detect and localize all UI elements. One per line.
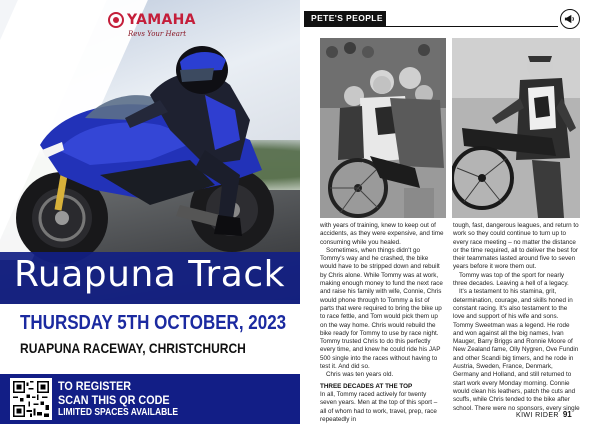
section-divider	[304, 26, 558, 27]
paragraph: Sometimes, when things didn't go Tommy's way and he crashed, the bike would have to be stripped down and rebuilt by Chris alone. While Tommy was at work, making enough money to fund the next race and raise his family with wife, Connie, Chris would phone through to Tommy a list of parts that were required to bring the bike up to race fettle, and Tom would pick them up on the way home. Chris would rebuild the bike ready for Tommy to use by race night. Tommy trusted Chris to do this perfectly every time, and knew he could ride his JAP 500 single into the races without having to test it. And did so.	[320, 246, 443, 371]
qr-code-icon[interactable]	[10, 378, 52, 420]
paragraph: Tommy was top of the sport for nearly three decades. Leaving a hell of a legacy.	[453, 271, 569, 288]
paragraph: with years of training, knew to keep out of accidents, as they were expensive, and time consuming while you healed.	[320, 222, 444, 246]
register-strip	[0, 374, 300, 424]
archival-photo-rider-portrait	[452, 38, 580, 218]
register-line-3: LIMITED SPACES AVAILABLE	[58, 407, 179, 418]
article-column-2	[453, 222, 580, 413]
brand-name: YAMAHA	[127, 12, 196, 28]
event-date: THURSDAY 5TH OCTOBER, 2023	[20, 312, 287, 334]
paragraph: In all, Tommy raced actively for twenty seven years. Men at the top of this sport – all of whom had to work, travel, prep, race repeatedly in	[320, 390, 438, 423]
paragraph: It's a testament to his stamina, grit, determination, courage, and skills honed in constant racing. It's also testament to the love and support of his wife and sons. Tommy Sweetman was a legend. He rode and won against all the big names, Ivan Mauger, Barry Briggs and Ronnie Moore of New Zealand fame, Olly Nygren, Ove Fundin and other Scandi big timers, and he rode in Austria, Sweden, France, Denmark, Germany and Holland, and still returned to start work every Monday morning. Connie would clean his leathers, patch the cuts and scuffs, while Chris tended to the bike after school. There were no sponsors, every single	[453, 288, 580, 412]
section-label: PETE'S PEOPLE	[311, 13, 383, 23]
paragraph: tough, fast, dangerous leagues, and return to work so they could continue to turn up to every race meeting – no matter the distance or the time required, all to deliver the best for their teammates lasted around five to seven years before it wore them out.	[453, 222, 579, 271]
article-column-1	[320, 222, 444, 424]
register-line-1: TO REGISTER	[58, 379, 132, 393]
event-title: Ruapuna Track	[14, 254, 285, 295]
megaphone-icon	[560, 9, 580, 29]
register-line-2: SCAN THIS QR CODE	[58, 393, 170, 407]
page-folio	[516, 410, 572, 419]
event-venue: RUAPUNA RACEWAY, CHRISTCHURCH	[20, 340, 246, 356]
paragraph: Chris was ten years old.	[326, 371, 394, 379]
archival-photo-riders-group	[320, 38, 446, 218]
publication-name: KIWI RIDER	[516, 412, 559, 419]
brand-tagline: Revs Your Heart	[128, 30, 187, 38]
article-subheading: THREE DECADES AT THE TOP	[320, 382, 413, 390]
event-title-banner	[0, 252, 300, 304]
event-info-panel	[0, 304, 300, 374]
page-number: 91	[562, 410, 572, 419]
article-page	[300, 0, 600, 424]
section-label-tab	[304, 11, 386, 26]
